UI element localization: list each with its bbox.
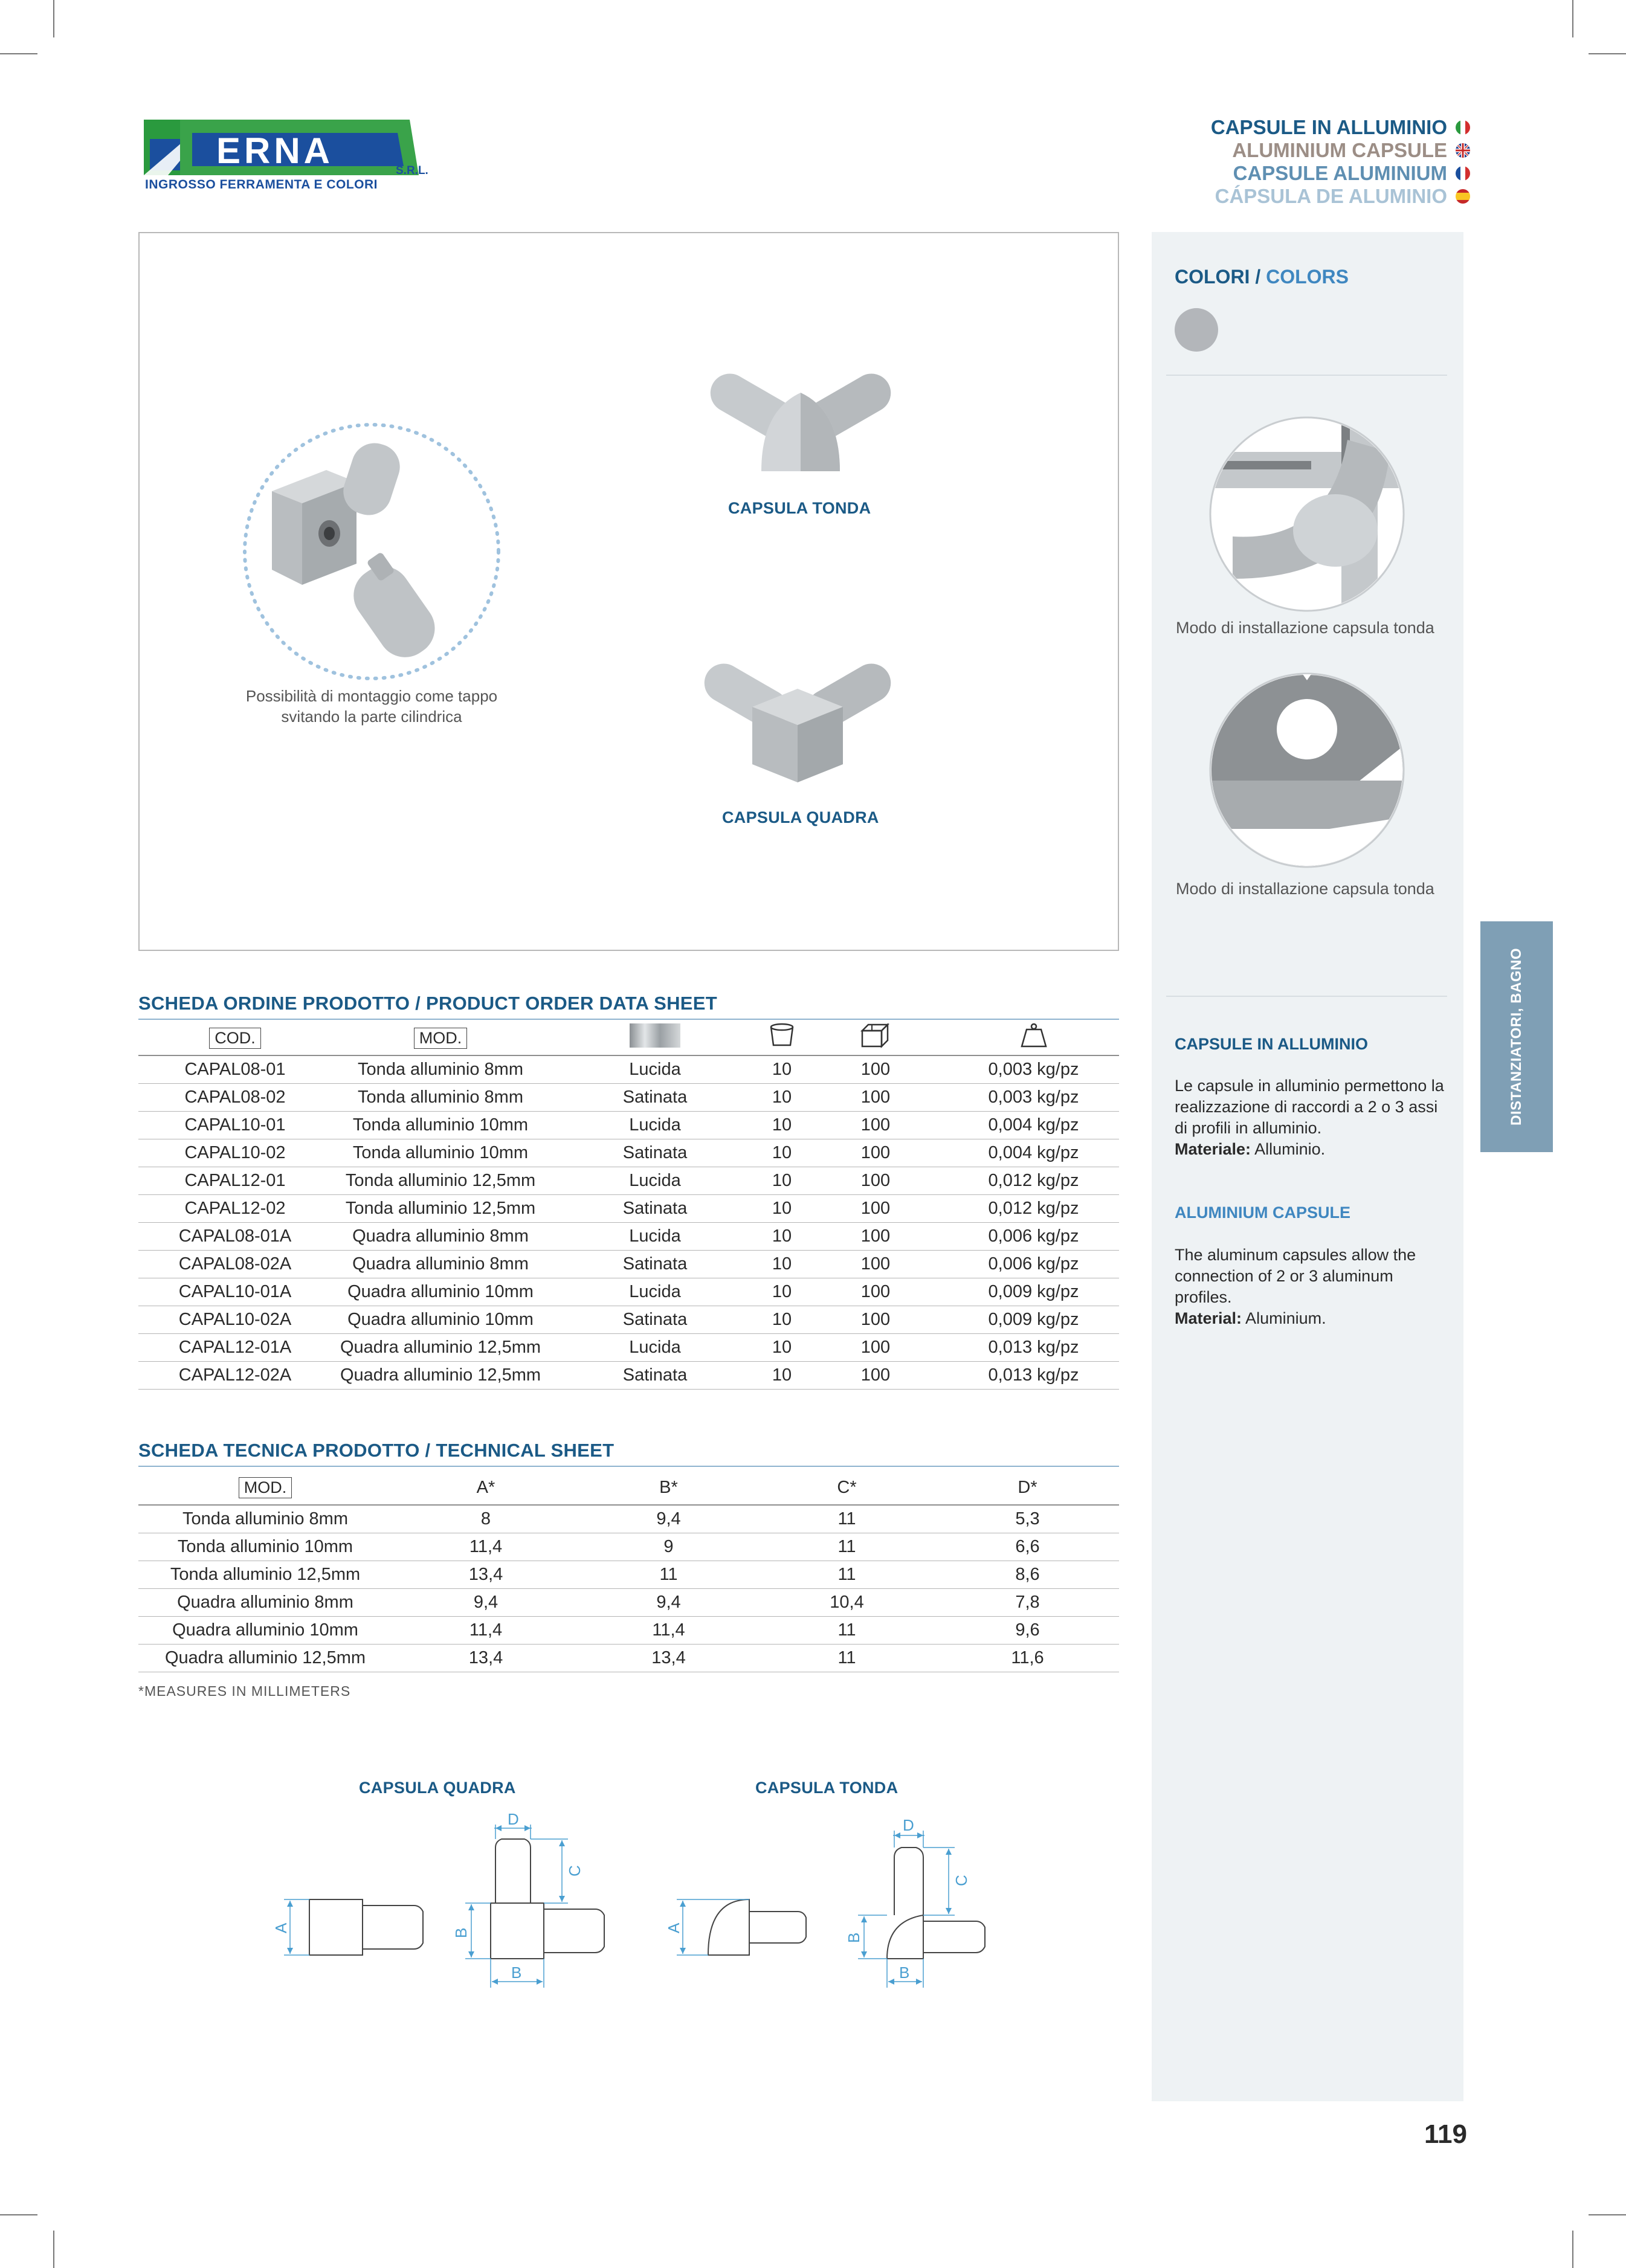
tech-b: 9	[579, 1533, 758, 1561]
square-top-diagram	[441, 1806, 622, 1994]
dim-d-label: D	[508, 1810, 519, 1828]
col-cod-label: COD.	[209, 1028, 261, 1049]
order-code: CAPAL12-01A	[138, 1334, 332, 1362]
page-title-text: ALUMINIUM CAPSULE	[1232, 139, 1447, 161]
crop-mark	[53, 0, 54, 37]
material-value-it: Alluminio.	[1251, 1140, 1326, 1158]
order-model: Tonda alluminio 12,5mm	[332, 1195, 549, 1223]
tech-row	[138, 1617, 1119, 1645]
order-table	[138, 1021, 1119, 1390]
order-code: CAPAL12-02A	[138, 1362, 332, 1390]
page-titles	[1211, 116, 1470, 208]
tech-sheet-rule	[138, 1466, 1119, 1467]
tech-d: 6,6	[936, 1533, 1119, 1561]
material-label-it: Materiale:	[1175, 1140, 1251, 1158]
mount-note-line1: Possibilità di montaggio come tappo	[245, 687, 498, 705]
order-pack-qty: 100	[803, 1334, 948, 1362]
page-title-text: CAPSULE IN ALLUMINIO	[1210, 116, 1447, 138]
order-row	[138, 1195, 1119, 1223]
order-finish: Satinata	[549, 1362, 761, 1390]
order-pack-qty: 100	[803, 1223, 948, 1251]
order-pack-qty: 100	[803, 1084, 948, 1112]
crop-mark	[0, 53, 37, 54]
dim-d-round-label: D	[903, 1816, 914, 1834]
order-model: Tonda alluminio 8mm	[332, 1084, 549, 1112]
order-model: Quadra alluminio 8mm	[332, 1223, 549, 1251]
order-weight: 0,004 kg/pz	[948, 1139, 1119, 1167]
finish-swatch-icon	[630, 1023, 680, 1048]
diagram-square-title: CAPSULA QUADRA	[359, 1779, 516, 1797]
order-code: CAPAL08-01A	[138, 1223, 332, 1251]
order-box-qty: 10	[761, 1112, 803, 1139]
col-d: D*	[936, 1471, 1119, 1505]
tech-c: 11	[758, 1505, 936, 1533]
order-row	[138, 1334, 1119, 1362]
mount-note-line2: svitando la parte cilindrica	[281, 707, 462, 726]
order-code: CAPAL10-02	[138, 1139, 332, 1167]
material-label-en: Material:	[1175, 1309, 1242, 1327]
round-capsule-label: CAPSULA TONDA	[728, 499, 871, 517]
tech-header-row	[138, 1471, 1119, 1505]
order-code: CAPAL12-01	[138, 1167, 332, 1195]
col-finish	[549, 1021, 761, 1055]
order-sheet-title: SCHEDA ORDINE PRODOTTO / PRODUCT ORDER DATA SHEET	[138, 993, 717, 1014]
round-side-diagram	[653, 1885, 822, 1970]
order-model: Quadra alluminio 10mm	[332, 1278, 549, 1306]
order-code: CAPAL12-02	[138, 1195, 332, 1223]
crop-mark	[1589, 53, 1626, 54]
order-model: Quadra alluminio 12,5mm	[332, 1362, 549, 1390]
colors-heading	[1175, 266, 1349, 288]
tech-b: 13,4	[579, 1645, 758, 1672]
order-weight: 0,003 kg/pz	[948, 1055, 1119, 1084]
tech-b: 9,4	[579, 1589, 758, 1617]
col-cod	[138, 1021, 332, 1055]
order-row	[138, 1278, 1119, 1306]
dim-a-label: A	[272, 1922, 290, 1933]
round-top-diagram	[834, 1806, 1015, 1994]
dim-b-round-label: B	[845, 1932, 863, 1943]
order-pack-qty: 100	[803, 1306, 948, 1334]
page-title-uk	[1211, 139, 1470, 162]
tech-d: 9,6	[936, 1617, 1119, 1645]
order-pack-qty: 100	[803, 1278, 948, 1306]
colors-heading-en: COLORS	[1266, 266, 1349, 288]
order-weight: 0,006 kg/pz	[948, 1223, 1119, 1251]
pack-icon	[859, 1022, 892, 1049]
order-pack-qty: 100	[803, 1195, 948, 1223]
order-pack-qty: 100	[803, 1362, 948, 1390]
order-model: Tonda alluminio 8mm	[332, 1055, 549, 1084]
order-pack-qty: 100	[803, 1139, 948, 1167]
order-pack-qty: 100	[803, 1112, 948, 1139]
crop-mark	[1572, 0, 1573, 37]
tech-a: 9,4	[392, 1589, 579, 1617]
order-weight: 0,009 kg/pz	[948, 1278, 1119, 1306]
order-model: Tonda alluminio 12,5mm	[332, 1167, 549, 1195]
square-capsule-label: CAPSULA QUADRA	[722, 808, 879, 826]
tech-row	[138, 1589, 1119, 1617]
order-row	[138, 1055, 1119, 1084]
order-code: CAPAL08-02A	[138, 1251, 332, 1278]
mount-detail-image	[236, 416, 508, 688]
order-model: Tonda alluminio 10mm	[332, 1112, 549, 1139]
order-box-qty: 10	[761, 1306, 803, 1334]
page-title-it	[1211, 116, 1470, 139]
desc-title-it: CAPSULE IN ALLUMINIO	[1175, 1035, 1368, 1053]
page-title-text: CAPSULE ALUMINIUM	[1233, 162, 1447, 184]
col-model	[138, 1471, 392, 1505]
order-box-qty: 10	[761, 1167, 803, 1195]
colors-heading-sep: /	[1250, 266, 1266, 288]
tech-a: 8	[392, 1505, 579, 1533]
order-box-qty: 10	[761, 1084, 803, 1112]
tech-d: 5,3	[936, 1505, 1119, 1533]
order-weight: 0,012 kg/pz	[948, 1195, 1119, 1223]
order-row	[138, 1362, 1119, 1390]
order-finish: Lucida	[549, 1223, 761, 1251]
tech-b: 11	[579, 1561, 758, 1589]
order-model: Quadra alluminio 8mm	[332, 1251, 549, 1278]
tech-b: 9,4	[579, 1505, 758, 1533]
order-weight: 0,003 kg/pz	[948, 1084, 1119, 1112]
dim-b-label: B	[452, 1927, 470, 1938]
dim-b-round-bottom-label: B	[899, 1964, 910, 1982]
order-finish: Lucida	[549, 1112, 761, 1139]
tech-model: Tonda alluminio 8mm	[138, 1505, 392, 1533]
tech-row	[138, 1561, 1119, 1589]
order-code: CAPAL10-01A	[138, 1278, 332, 1306]
col-model-label: MOD.	[239, 1477, 292, 1498]
desc-body-en: The aluminum capsules allow the connection of 2 or 3 aluminum profiles.	[1175, 1246, 1416, 1306]
order-row	[138, 1306, 1119, 1334]
dim-b-bottom-label: B	[511, 1964, 522, 1982]
color-swatch-aluminium[interactable]	[1175, 308, 1218, 352]
tech-c: 11	[758, 1533, 936, 1561]
order-weight: 0,013 kg/pz	[948, 1334, 1119, 1362]
svg-text:ERNA: ERNA	[216, 130, 334, 171]
order-finish: Satinata	[549, 1195, 761, 1223]
order-model: Quadra alluminio 10mm	[332, 1306, 549, 1334]
square-capsule-image	[701, 646, 894, 791]
col-a: A*	[392, 1471, 579, 1505]
order-weight: 0,012 kg/pz	[948, 1167, 1119, 1195]
category-tab-label: DISTANZIATORI, BAGNO	[1508, 948, 1524, 1126]
col-c: C*	[758, 1471, 936, 1505]
order-box-qty: 10	[761, 1195, 803, 1223]
order-finish: Lucida	[549, 1055, 761, 1084]
tech-b: 11,4	[579, 1617, 758, 1645]
flag-fr-icon	[1456, 166, 1470, 181]
order-box-qty: 10	[761, 1278, 803, 1306]
col-b: B*	[579, 1471, 758, 1505]
flag-es-icon	[1456, 189, 1470, 204]
tech-c: 10,4	[758, 1589, 936, 1617]
col-pack	[803, 1021, 948, 1055]
order-row	[138, 1251, 1119, 1278]
tech-sheet-title: SCHEDA TECNICA PRODOTTO / TECHNICAL SHEET	[138, 1440, 615, 1461]
order-code: CAPAL10-02A	[138, 1306, 332, 1334]
order-code: CAPAL10-01	[138, 1112, 332, 1139]
page-title-text: CÁPSULA DE ALUMINIO	[1215, 185, 1447, 207]
colors-heading-it: COLORI	[1175, 266, 1250, 288]
order-box-qty: 10	[761, 1362, 803, 1390]
order-model: Quadra alluminio 12,5mm	[332, 1334, 549, 1362]
tech-a: 11,4	[392, 1533, 579, 1561]
order-finish: Satinata	[549, 1084, 761, 1112]
crop-mark	[53, 2231, 54, 2268]
install-image-round	[1208, 416, 1405, 613]
dim-c-round-label: C	[952, 1875, 970, 1886]
order-row	[138, 1112, 1119, 1139]
company-subtitle: INGROSSO FERRAMENTA E COLORI	[145, 178, 378, 192]
material-value-en: Aluminium.	[1242, 1309, 1326, 1327]
dim-c-label: C	[566, 1865, 584, 1877]
tech-model: Tonda alluminio 10mm	[138, 1533, 392, 1561]
col-box	[761, 1021, 803, 1055]
order-finish: Lucida	[549, 1334, 761, 1362]
page-title-fr	[1211, 162, 1470, 185]
tech-c: 11	[758, 1617, 936, 1645]
order-weight: 0,009 kg/pz	[948, 1306, 1119, 1334]
crop-mark	[1589, 2214, 1626, 2215]
order-box-qty: 10	[761, 1223, 803, 1251]
order-finish: Lucida	[549, 1278, 761, 1306]
order-code: CAPAL08-01	[138, 1055, 332, 1084]
sidebar-divider	[1166, 996, 1447, 997]
measures-footnote: *MEASURES IN MILLIMETERS	[138, 1683, 351, 1699]
tech-d: 11,6	[936, 1645, 1119, 1672]
tech-model: Quadra alluminio 10mm	[138, 1617, 392, 1645]
order-row	[138, 1223, 1119, 1251]
tech-row	[138, 1533, 1119, 1561]
tech-table	[138, 1471, 1119, 1672]
weight-icon	[1019, 1022, 1048, 1049]
order-weight: 0,006 kg/pz	[948, 1251, 1119, 1278]
tech-a: 11,4	[392, 1617, 579, 1645]
tech-c: 11	[758, 1645, 936, 1672]
crop-mark	[0, 2214, 37, 2215]
order-model: Tonda alluminio 10mm	[332, 1139, 549, 1167]
order-row	[138, 1167, 1119, 1195]
tech-a: 13,4	[392, 1561, 579, 1589]
tech-c: 11	[758, 1561, 936, 1589]
order-pack-qty: 100	[803, 1251, 948, 1278]
crop-mark	[1572, 2231, 1573, 2268]
order-row	[138, 1084, 1119, 1112]
order-box-qty: 10	[761, 1139, 803, 1167]
order-header-row	[138, 1021, 1119, 1055]
order-pack-qty: 100	[803, 1167, 948, 1195]
col-mod-label: MOD.	[414, 1028, 468, 1049]
tech-a: 13,4	[392, 1645, 579, 1672]
mount-note	[236, 686, 508, 727]
install-caption-1: Modo di installazione capsula tonda	[1176, 619, 1434, 637]
tech-d: 7,8	[936, 1589, 1119, 1617]
diagram-round-title: CAPSULA TONDA	[755, 1779, 898, 1797]
dim-a-round-label: A	[665, 1922, 683, 1933]
tech-model: Tonda alluminio 12,5mm	[138, 1561, 392, 1589]
tech-row	[138, 1645, 1119, 1672]
square-side-diagram	[260, 1885, 429, 1970]
order-finish: Satinata	[549, 1306, 761, 1334]
tech-row	[138, 1505, 1119, 1533]
page-number: 119	[1424, 2119, 1467, 2149]
desc-body-it: Le capsule in alluminio permettono la realizzazione di raccordi a 2 o 3 assi di profili in alluminio.	[1175, 1077, 1444, 1137]
order-finish: Lucida	[549, 1167, 761, 1195]
order-finish: Satinata	[549, 1139, 761, 1167]
order-pack-qty: 100	[803, 1055, 948, 1084]
flag-it-icon	[1456, 120, 1470, 135]
desc-title-en: ALUMINIUM CAPSULE	[1175, 1203, 1350, 1222]
logo-srl: S.R.L.	[396, 164, 428, 177]
col-weight	[948, 1021, 1119, 1055]
order-box-qty: 10	[761, 1055, 803, 1084]
page-title-es	[1211, 185, 1470, 208]
col-mod	[332, 1021, 549, 1055]
order-weight: 0,004 kg/pz	[948, 1112, 1119, 1139]
tech-d: 8,6	[936, 1561, 1119, 1589]
box-icon	[769, 1022, 795, 1049]
sidebar-divider	[1166, 375, 1447, 376]
order-row	[138, 1139, 1119, 1167]
desc-text-it	[1175, 1075, 1453, 1160]
install-caption-2: Modo di installazione capsula tonda	[1176, 880, 1434, 898]
order-weight: 0,013 kg/pz	[948, 1362, 1119, 1390]
tech-model: Quadra alluminio 8mm	[138, 1589, 392, 1617]
order-finish: Satinata	[549, 1251, 761, 1278]
order-sheet-rule	[138, 1019, 1119, 1020]
desc-text-en	[1175, 1245, 1453, 1329]
round-capsule-image	[707, 362, 894, 483]
flag-uk-icon	[1456, 143, 1470, 158]
order-box-qty: 10	[761, 1251, 803, 1278]
install-image-square	[1208, 672, 1405, 869]
tech-model: Quadra alluminio 12,5mm	[138, 1645, 392, 1672]
order-box-qty: 10	[761, 1334, 803, 1362]
order-code: CAPAL08-02	[138, 1084, 332, 1112]
